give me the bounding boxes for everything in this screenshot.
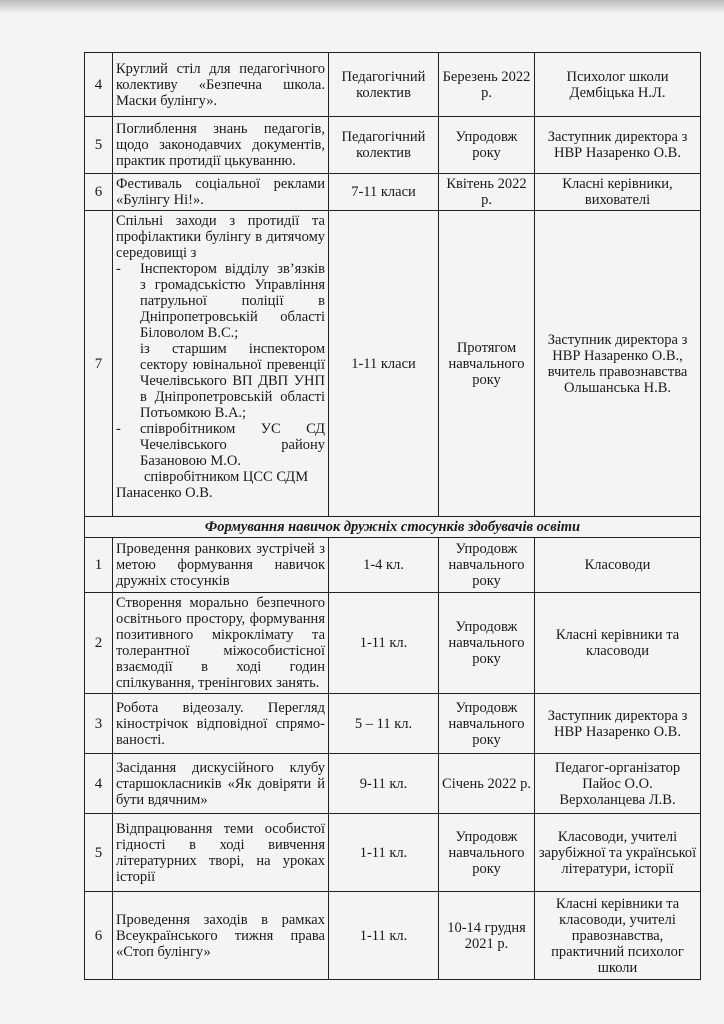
row-number: 2: [85, 593, 113, 694]
responsible-cell: Класоводи: [535, 538, 701, 593]
list-item: - співробітником УС СД Чечелівського району Базановою М.О.: [116, 421, 325, 469]
participants-cell: 9-11 кл.: [329, 754, 439, 814]
term-cell: Січень 2022 р.: [439, 754, 535, 814]
term-cell: Протягом навчального року: [439, 211, 535, 517]
participants-cell: Педагогічний колектив: [329, 53, 439, 117]
responsible-cell: Психолог школи Дембіцька Н.Л.: [535, 53, 701, 117]
activity-cell: Поглиблення знань педагогів, щодо законодавчих документів, практик протидії цькуванню.: [113, 117, 329, 174]
table-row: [85, 593, 701, 694]
term-cell: Упродовж року: [439, 117, 535, 174]
activity-cell: Створення морально безпечного освітнього простору, формування позитивного мікроклімату та толерантної міжособистісної взаємодії в ході годин спілкування, тренінгових занять.: [113, 593, 329, 694]
responsible-cell: Класні керівники, вихователі: [535, 174, 701, 211]
table-row: [85, 211, 701, 517]
row-number: 5: [85, 814, 113, 892]
participants-cell: 1-11 кл.: [329, 814, 439, 892]
responsible-cell: Заступник директора з НВР Назаренко О.В.: [535, 117, 701, 174]
responsible-cell: Заступник директора з НВР Назаренко О.В.: [535, 694, 701, 754]
table-row: [85, 117, 701, 174]
row-number: 6: [85, 174, 113, 211]
activity-cell: Круглий стіл для педагогічного колективу «Безпечна школа. Маски булінгу».: [113, 53, 329, 117]
row-number: 3: [85, 694, 113, 754]
term-cell: Упродовж навчального року: [439, 694, 535, 754]
participants-cell: 1-11 кл.: [329, 892, 439, 980]
participants-cell: 7-11 класи: [329, 174, 439, 211]
row-number: 6: [85, 892, 113, 980]
section-title: Формування навичок дружніх стосунків здобувачів освіти: [85, 517, 701, 538]
scan-top-shadow: [0, 0, 724, 14]
responsible-cell: Класні керівники та класоводи, учителі правознавства, практичний психолог школи: [535, 892, 701, 980]
table-row: [85, 53, 701, 117]
responsible-cell: Класні керівники та класоводи: [535, 593, 701, 694]
activities-table: [84, 52, 701, 980]
table-row: [85, 538, 701, 593]
partner-list: [116, 261, 325, 469]
term-cell: Упродовж навчального року: [439, 593, 535, 694]
participants-cell: 5 – 11 кл.: [329, 694, 439, 754]
participants-cell: 1-4 кл.: [329, 538, 439, 593]
table-row: [85, 754, 701, 814]
activity-cell: Фестиваль соціальної реклами «Булінгу Ні!».: [113, 174, 329, 211]
activity-intro: Спільні заходи з протидії та профілактики булінгу в дитячому середовищі з: [116, 213, 325, 261]
row-number: 1: [85, 538, 113, 593]
row-number: 7: [85, 211, 113, 517]
participants-cell: 1-11 класи: [329, 211, 439, 517]
table-row: [85, 174, 701, 211]
term-cell: Квітень 2022 р.: [439, 174, 535, 211]
term-cell: Березень 2022 р.: [439, 53, 535, 117]
responsible-cell: Педагог-організатор Пайос О.О. Верхоланцева Л.В.: [535, 754, 701, 814]
section-row: [85, 517, 701, 538]
activity-cell: Робота відеозалу. Перегляд кінострічок відповідної спрямо-ваності.: [113, 694, 329, 754]
term-cell: 10-14 грудня 2021 р.: [439, 892, 535, 980]
term-cell: Упродовж навчального року: [439, 814, 535, 892]
term-cell: Упродовж навчального року: [439, 538, 535, 593]
participants-cell: 1-11 кл.: [329, 593, 439, 694]
activity-cell: Проведення ранкових зустрічей з метою формування навичок дружніх стосунків: [113, 538, 329, 593]
list-item: - Інспектором відділу зв’язків з громадськістю Управління патрульної поліції в Дніпропетровській області Біловолом В.С.;: [116, 261, 325, 341]
activity-cell: Засідання дискусійного клубу старшокласників «Як довіряти й бути вдячним»: [113, 754, 329, 814]
table-row: [85, 694, 701, 754]
responsible-cell: Заступник директора з НВР Назаренко О.В., вчитель правознавства Ольшанська Н.В.: [535, 211, 701, 517]
table-row: [85, 814, 701, 892]
responsible-cell: Класоводи, учителі зарубіжної та української літератури, історії: [535, 814, 701, 892]
activity-cell: [113, 211, 329, 517]
list-item: із старшим інспектором сектору ювінальної превенції Чечелівського ВП ДВП УНП в Дніпропетровській області Потьомкою В.А.;: [140, 341, 325, 421]
activity-cell: Проведення заходів в рамках Всеукраїнського тижня права «Стоп булінгу»: [113, 892, 329, 980]
row-number: 4: [85, 754, 113, 814]
table-row: [85, 892, 701, 980]
partner-extra-name: Панасенко О.В.: [116, 485, 213, 501]
row-number: 4: [85, 53, 113, 117]
activity-cell: Відпрацювання теми особистої гідності в ході вивчення літературних творі, на уроках історії: [113, 814, 329, 892]
partner-extra-line: співробітником ЦСС СДМ: [144, 469, 309, 485]
row-number: 5: [85, 117, 113, 174]
participants-cell: Педагогічний колектив: [329, 117, 439, 174]
